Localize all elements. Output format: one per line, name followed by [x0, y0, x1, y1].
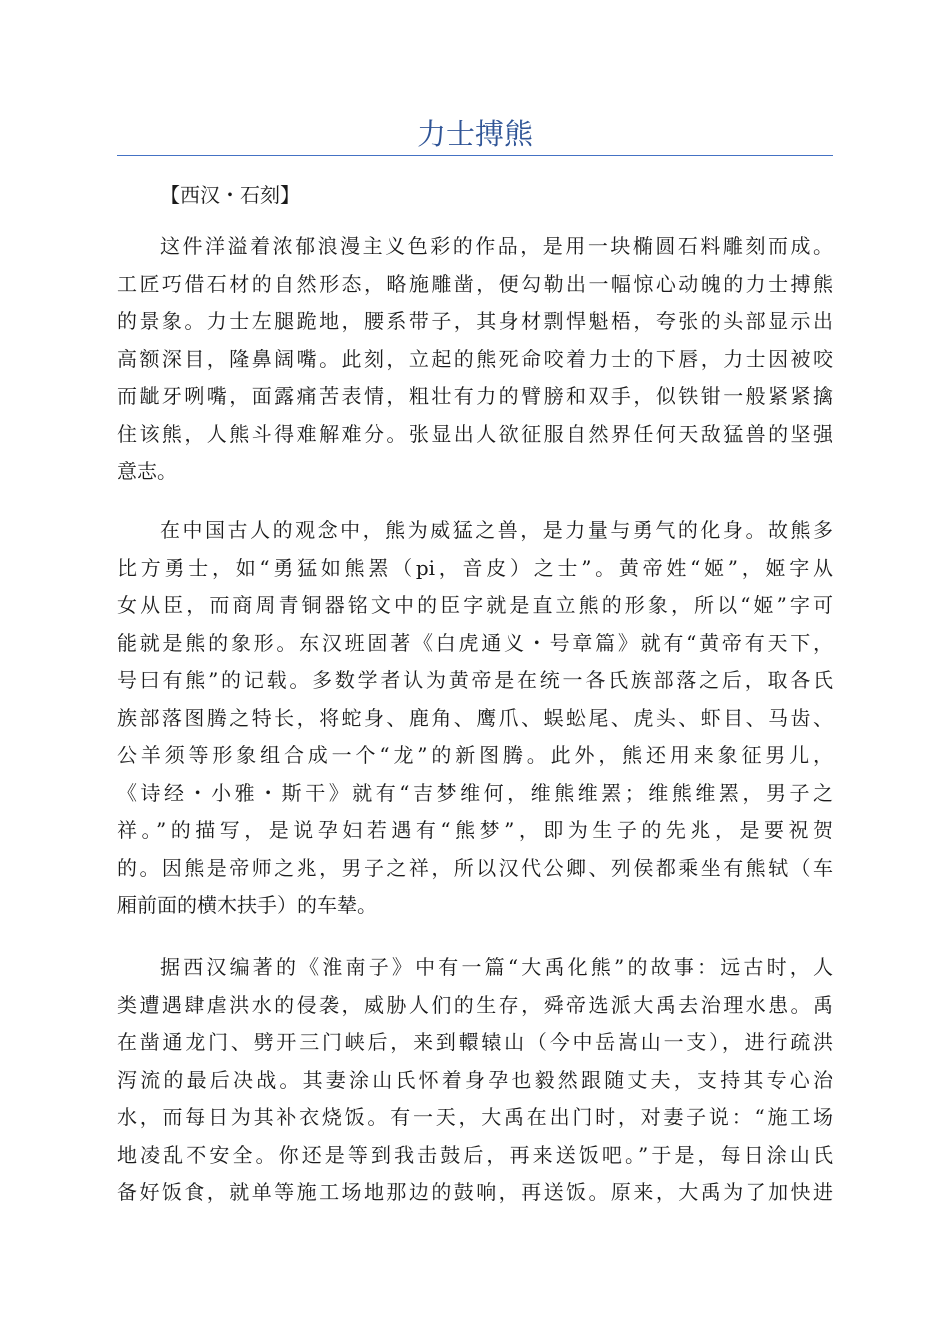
text-line: 《诗经・小雅・斯干》就有“吉梦维何，维熊维罴；维熊维罴，男子之: [117, 780, 833, 805]
text-line: 这件洋溢着浓郁浪漫主义色彩的作品，是用一块椭圆石料雕刻而成。: [160, 234, 833, 258]
text-line: 住该熊，人熊斗得难解难分。张显出人欲征服自然界任何天敌猛兽的坚强: [117, 421, 833, 446]
text-line: 据西汉编著的《淮南子》中有一篇“大禹化熊”的故事：远古时，人: [160, 955, 833, 979]
text-line: 女从臣，而商周青铜器铭文中的臣字就是直立熊的形象，所以“姬”字可: [117, 593, 833, 617]
paragraph-2: [117, 512, 833, 925]
text-line: 工匠巧借石材的自然形态，略施雕凿，便勾勒出一幅惊心动魄的力士搏熊: [117, 271, 833, 296]
text-line: 泻流的最后决战。其妻涂山氏怀着身孕也毅然跟随丈夫，支持其专心治: [117, 1067, 833, 1092]
text-line: 的景象。力士左腿跪地，腰系带子，其身材剽悍魁梧，夸张的头部显示出: [117, 309, 833, 333]
title-underline: [117, 155, 833, 156]
paragraph-1: [117, 228, 833, 491]
text-line: 高额深目，隆鼻阔嘴。此刻，立起的熊死命咬着力士的下唇，力士因被咬: [117, 346, 833, 371]
text-line: 类遭遇肆虐洪水的侵袭，威胁人们的生存，舜帝选派大禹去治理水患。禹: [117, 992, 833, 1017]
text-line: 能就是熊的象形。东汉班固著《白虎通义・号章篇》就有“黄帝有天下，: [117, 630, 833, 655]
text-line: 在中国古人的观念中，熊为威猛之兽，是力量与勇气的化身。故熊多: [160, 518, 833, 542]
text-line: 在凿通龙门、劈开三门峡后，来到轘辕山（今中岳嵩山一支），进行疏洪: [117, 1030, 833, 1054]
document-subtitle: 【西汉・石刻】: [160, 183, 300, 207]
text-line: 水，而每日为其补衣烧饭。有一天，大禹在出门时，对妻子说：“施工场: [117, 1105, 833, 1129]
text-line: 地凌乱不安全。你还是等到我击鼓后，再来送饭吧。”于是，每日涂山氏: [117, 1142, 833, 1167]
text-line: 族部落图腾之特长，将蛇身、鹿角、鹰爪、蜈蚣尾、虎头、虾目、马齿、: [117, 705, 833, 730]
text-line: 备好饭食，就单等施工场地那边的鼓响，再送饭。原来，大禹为了加快进: [117, 1180, 833, 1204]
text-line: 祥。”的描写，是说孕妇若遇有“熊梦”，即为生子的先兆，是要祝贺: [117, 818, 833, 842]
text-line: 公羊须等形象组合成一个“龙”的新图腾。此外，熊还用来象征男儿，: [117, 743, 833, 767]
text-line: 的。因熊是帝师之兆，男子之祥，所以汉代公卿、列侯都乘坐有熊轼（车: [117, 855, 833, 880]
text-line: 意志。: [117, 459, 177, 483]
page-title: 力士搏熊: [416, 117, 533, 151]
paragraph-3: [117, 949, 833, 1212]
text-line: 比方勇士，如“勇猛如熊罴（pi，音皮）之士”。黄帝姓“姬”，姬字从: [117, 555, 833, 580]
text-line: 号曰有熊”的记载。多数学者认为黄帝是在统一各氏族部落之后，取各氏: [117, 668, 833, 692]
text-line: 而龇牙咧嘴，面露痛苦表情，粗壮有力的臂膀和双手，似铁钳一般紧紧擒: [117, 384, 833, 408]
text-line: 厢前面的横木扶手）的车辇。: [117, 893, 377, 917]
